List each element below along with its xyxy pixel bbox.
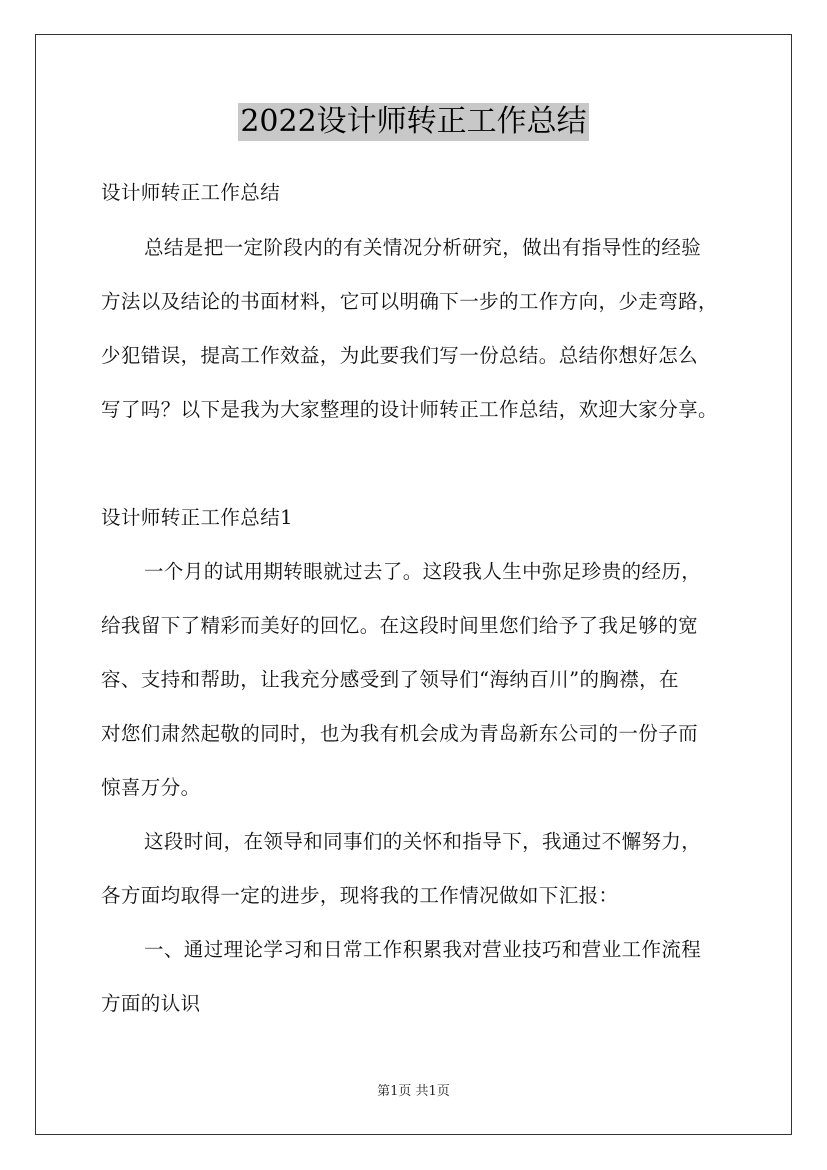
paragraph-line: 少犯错误，提高工作效益，为此要我们写一份总结。总结你想好怎么 [101, 344, 699, 367]
paragraph-line: 方法以及结论的书面材料，它可以明确下一步的工作方向，少走弯路， [101, 290, 718, 313]
paragraph-line: 这段时间，在领导和同事们的关怀和指导下，我通过不懈努力， [144, 830, 702, 853]
page-footer [0, 1083, 827, 1101]
paragraph-line: 惊喜万分。 [101, 776, 201, 799]
page-number: 第1页 共1页 [377, 1084, 450, 1099]
title-container [0, 103, 827, 141]
paragraph-line: 方面的认识 [101, 992, 201, 1015]
paragraph-line: 写了吗？以下是我为大家整理的设计师转正工作总结，欢迎大家分享。 [101, 398, 718, 421]
section-heading-intro: 设计师转正工作总结 [101, 181, 281, 204]
paragraph-line: 给我留下了精彩而美好的回忆。在这段时间里您们给予了我足够的宽 [101, 614, 699, 637]
section-heading-1: 设计师转正工作总结1 [101, 506, 293, 529]
document-title: 2022设计师转正工作总结 [240, 104, 587, 139]
paragraph-line: 一个月的试用期转眼就过去了。这段我人生中弥足珍贵的经历， [144, 560, 702, 583]
paragraph-line: 各方面均取得一定的进步，现将我的工作情况做如下汇报： [101, 884, 619, 907]
paragraph-line: 总结是把一定阶段内的有关情况分析研究，做出有指导性的经验 [144, 236, 702, 259]
paragraph-line: 一、通过理论学习和日常工作积累我对营业技巧和营业工作流程 [144, 938, 702, 961]
paragraph-line: 容、支持和帮助，让我充分感受到了领导们“海纳百川”的胸襟，在 [101, 668, 679, 691]
paragraph-line: 对您们肃然起敬的同时，也为我有机会成为青岛新东公司的一份子而 [101, 722, 699, 745]
